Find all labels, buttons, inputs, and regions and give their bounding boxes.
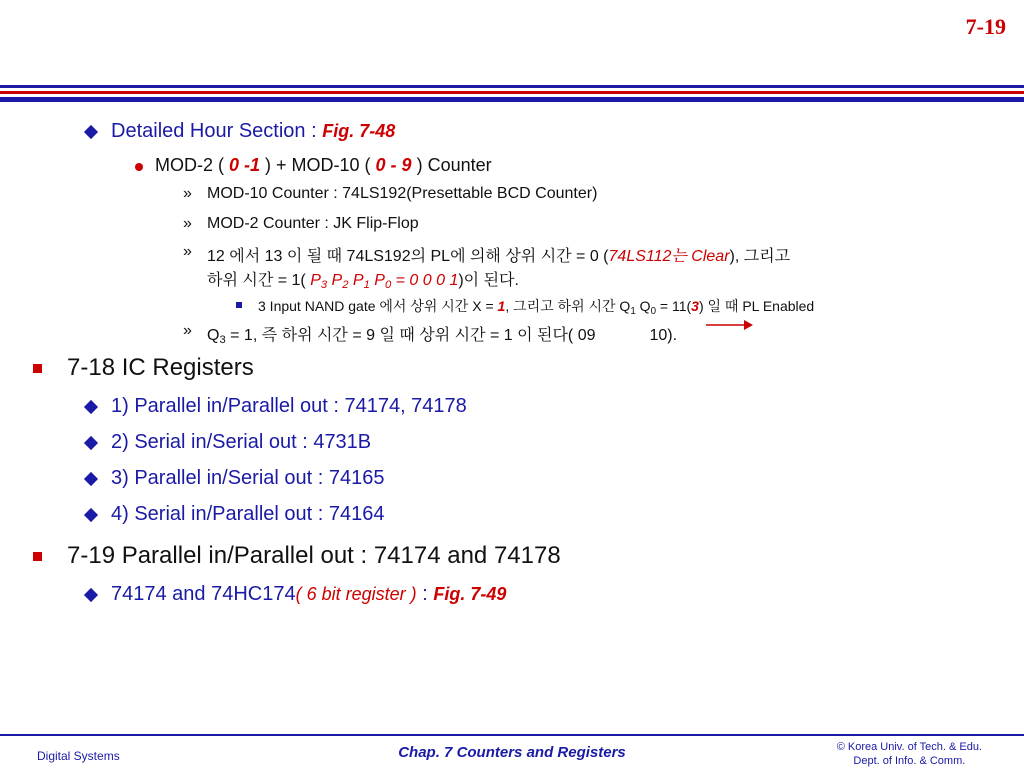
text-part: , 그리고 하위 시간 Q bbox=[505, 298, 631, 314]
bullet-serial-parallel: 4) Serial in/Parallel out : 74164 bbox=[111, 503, 385, 525]
text-part: 3 Input NAND gate 에서 상위 시간 X = bbox=[258, 298, 498, 314]
p-label: P bbox=[352, 272, 364, 289]
text-part: ) 일 때 PL Enabled bbox=[698, 298, 815, 314]
text-part: )이 된다. bbox=[458, 272, 519, 289]
bullet-mod2-counter: MOD-2 Counter : JK Flip-Flop bbox=[207, 215, 419, 232]
footer-chapter: Chap. 7 Counters and Registers bbox=[398, 744, 626, 761]
bullet-transition-line2 bbox=[207, 267, 519, 291]
bullet-nand-gate bbox=[258, 296, 814, 317]
figure-reference: Fig. 7-48 bbox=[322, 121, 396, 141]
header-rule-blue-top bbox=[0, 85, 1024, 88]
subscript: 3 bbox=[219, 334, 226, 346]
text-part: MOD-2 ( bbox=[155, 155, 229, 175]
diamond-bullet-icon bbox=[84, 125, 98, 139]
diamond-bullet-icon bbox=[84, 508, 98, 522]
bullet-transition-line1 bbox=[207, 243, 790, 266]
bullet-text: Detailed Hour Section : bbox=[111, 120, 323, 142]
diamond-bullet-icon bbox=[84, 588, 98, 602]
bullet-74174 bbox=[111, 583, 506, 606]
header-rule-blue-bottom bbox=[0, 97, 1024, 102]
red-value: 3 bbox=[691, 298, 699, 314]
footer-copyright bbox=[837, 740, 982, 768]
footer-copyright-line2: Dept. of Info. & Comm. bbox=[853, 755, 966, 767]
text-part: 12 에서 13 이 될 때 74LS192의 PL에 의해 상위 시간 = 0 ( bbox=[207, 248, 609, 265]
text-part: Q bbox=[635, 298, 651, 314]
text-part: : bbox=[416, 583, 434, 605]
text-part: ) Counter bbox=[411, 155, 492, 175]
figure-reference: Fig. 7-49 bbox=[433, 584, 507, 604]
footer-copyright-line1: © Korea Univ. of Tech. & Edu. bbox=[836, 741, 982, 753]
bullet-detailed-hour-section bbox=[111, 120, 395, 143]
diamond-bullet-icon bbox=[84, 472, 98, 486]
red-value: 1 bbox=[497, 298, 506, 314]
square-bullet-icon bbox=[33, 552, 42, 561]
red-range: 0 - 9 bbox=[375, 155, 412, 175]
raquo-bullet-icon: » bbox=[183, 243, 192, 260]
red-note: 74LS112는 Clear bbox=[608, 248, 730, 265]
p-label: P bbox=[374, 272, 385, 289]
text-part: ) + MOD-10 ( bbox=[260, 155, 376, 175]
slide-number: 7-19 bbox=[965, 14, 1006, 39]
text-part: Q bbox=[207, 327, 220, 344]
bullet-mod10-counter: MOD-10 Counter : 74LS192(Presettable BCD Counter) bbox=[207, 185, 598, 202]
text-part: = 11( bbox=[656, 298, 692, 314]
subscript: 0 bbox=[384, 279, 392, 291]
raquo-bullet-icon: » bbox=[183, 185, 192, 202]
header-rule-red bbox=[0, 91, 1024, 94]
section-parallel-in-out: 7-19 Parallel in/Parallel out : 74174 and 74178 bbox=[67, 542, 561, 569]
red-value: = 0 0 0 1 bbox=[391, 272, 459, 289]
subscript: 0 bbox=[650, 306, 657, 317]
right-arrow-icon bbox=[704, 318, 754, 332]
raquo-bullet-icon: » bbox=[183, 322, 192, 339]
bullet-mod-counter bbox=[155, 155, 492, 176]
footer-rule bbox=[0, 734, 1024, 736]
diamond-bullet-icon bbox=[84, 400, 98, 414]
text-part: 10). bbox=[649, 327, 678, 344]
bullet-parallel-parallel: 1) Parallel in/Parallel out : 74174, 74178 bbox=[111, 395, 467, 417]
red-range: 0 -1 bbox=[229, 155, 261, 175]
subscript: 1 bbox=[363, 279, 370, 291]
dot-bullet-icon bbox=[135, 163, 143, 171]
subscript: 1 bbox=[630, 306, 636, 317]
subscript: 3 bbox=[320, 279, 328, 291]
small-square-bullet-icon bbox=[236, 302, 242, 308]
footer-course: Digital Systems bbox=[37, 749, 120, 763]
text-part: ), 그리고 bbox=[729, 248, 791, 265]
text-part: 74174 and 74HC174 bbox=[111, 583, 296, 605]
diamond-bullet-icon bbox=[84, 436, 98, 450]
p-label: P bbox=[331, 272, 343, 289]
square-bullet-icon bbox=[33, 364, 42, 373]
section-ic-registers: 7-18 IC Registers bbox=[67, 354, 254, 381]
bullet-serial-serial: 2) Serial in/Serial out : 4731B bbox=[111, 431, 372, 453]
text-part: = 1, 즉 하위 시간 = 9 일 때 상위 시간 = 1 이 된다( 09 bbox=[225, 327, 596, 344]
raquo-bullet-icon: » bbox=[183, 215, 192, 232]
subscript: 2 bbox=[342, 279, 349, 291]
red-note: ( 6 bit register ) bbox=[295, 584, 417, 604]
bullet-parallel-serial: 3) Parallel in/Serial out : 74165 bbox=[111, 467, 385, 489]
p-label: P bbox=[310, 272, 321, 289]
bullet-q3-line bbox=[207, 322, 677, 346]
text-part: 하위 시간 = 1( bbox=[207, 272, 311, 289]
